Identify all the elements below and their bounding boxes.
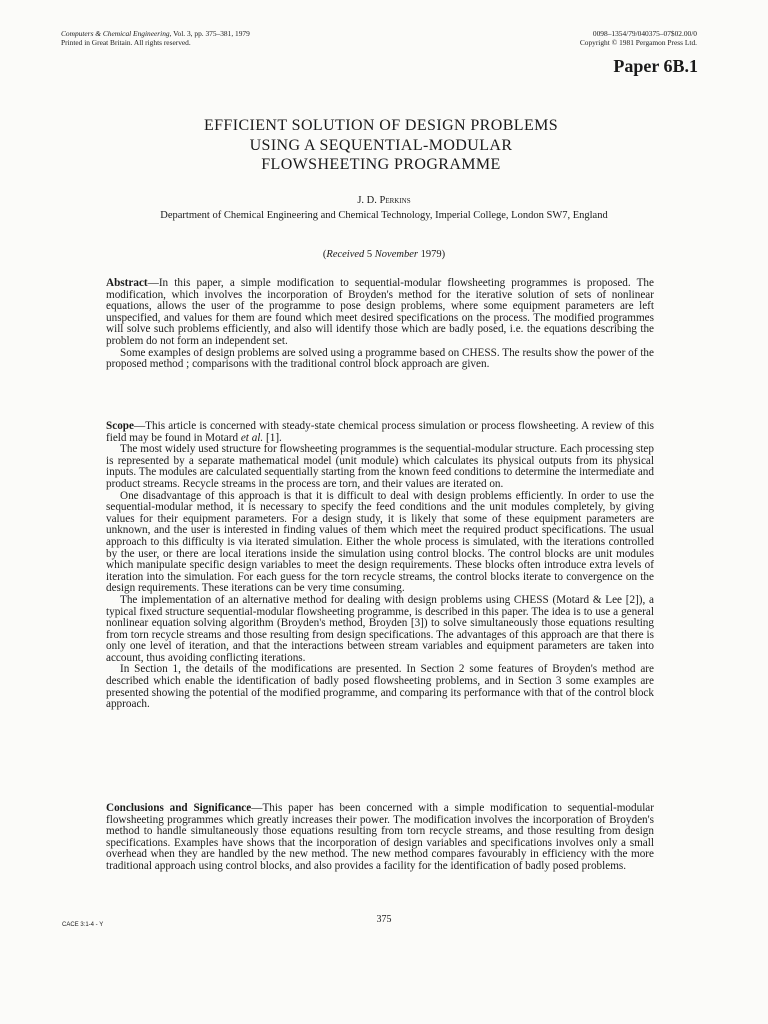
issn-code: 0098–1354/79/040375–07$02.00/0 [592, 29, 697, 38]
author [0, 195, 768, 206]
scope-section [106, 421, 654, 711]
abstract-section [106, 278, 654, 371]
title-line: FLOWSHEETING PROGRAMME [261, 156, 501, 173]
scope-paragraph: The implementation of an alternative method for dealing with design problems using CHESS (Motard & Lee [2]), a typical fixed structure sequential-modular flowsheeting programme, is described in this paper. The idea is to use a general nonlinear equation solving algorithm (Broyden's method, Broyden [3]) to solve simultaneously those equations resulting from torn recycle streams and those resulting from design specifications. The advantages of this approach are that there is only one level of iteration, and that the interactions between stream variables and equipment parameters are taken into account, thus avoiding conflicting iterations. [106, 593, 654, 664]
paper-title [100, 116, 662, 175]
publisher-info [580, 30, 697, 47]
scope-paragraph: Scope—This article is concerned with steady-state chemical process simulation or process flowsheeting. A review of this field may be found in Motard et al. [1]. [106, 420, 654, 444]
abstract-paragraph: Abstract—In this paper, a simple modification to sequential-modular flowsheeting programmes is proposed. The modification, which involves the incorporation of Broyden's method for the iterative solution of sets of nonlinear equations, allows the user of the programme to pose design problems, where some equipment parameters are left unspecified, and values for them are found which meet desired specifications on the process. The modified programmes will solve such problems efficiently, and also will identify those which are badly posed, i.e. the equations describing the problem do not form an independent set. [106, 277, 654, 347]
conclusions-heading: Conclusions and Significance [106, 802, 252, 814]
copyright-line: Copyright © 1981 Pergamon Press Ltd. [579, 37, 697, 47]
scope-heading: Scope [106, 420, 134, 432]
scope-paragraph: In Section 1, the details of the modifications are presented. In Section 2 some features of Broyden's method are described which enable the identification of badly posed flowsheeting problems, and in Section 3 some examples are presented showing the potential of the modified programme, and comparing its performance with that of the control block approach. [106, 663, 654, 711]
page-number: 375 [376, 914, 392, 925]
journal-citation [61, 30, 250, 47]
title-line: USING A SEQUENTIAL-MODULAR [249, 136, 513, 154]
title-line: EFFICIENT SOLUTION OF DESIGN PROBLEMS [203, 117, 559, 134]
journal-name: Computers & Chemical Engineering [61, 29, 170, 38]
conclusions-paragraph: Conclusions and Significance—This paper has been concerned with a simple modification to sequential-modular flowsheeting programmes which greatly increases their power. The modification involves the incorporation of Broyden's method to handle simultaneously those equations resulting from torn recycle streams, and those resulting from design specifications. Examples have shows that the incorporation of design variables and specifications involves only a small overhead when they are handled by the new method. The new method compares favourably in efficiency with the more traditional approach using control blocks, and also provides a facility for the identification of badly posed problems. [106, 802, 654, 872]
scope-paragraph: The most widely used structure for flowsheeting programmes is the sequential-modular structure. Each processing step is represented by a separate mathematical model (unit module) which calculates its physical outputs from its physical inputs. The modules are calculated sequentially starting from the known feed conditions to determine the intermediate and product streams. Recycle streams in the process are torn, and their values are iterated on. [106, 443, 654, 490]
abstract-paragraph: Some examples of design problems are solved using a programme based on CHESS. The results show the power of the proposed method ; comparisons with the traditional control block approach are given. [106, 346, 654, 371]
paper-number: Paper 6B.1 [613, 56, 698, 76]
abstract-heading: Abstract [106, 277, 148, 289]
received-date: (Received 5 November 1979) [322, 249, 446, 260]
footer-code: CACE 3:1-4 - Y [62, 922, 104, 928]
conclusions-section [106, 803, 654, 873]
journal-detail: , Vol. 3, pp. 375–381, 1979 [169, 29, 250, 38]
author-surname: Perkins [379, 195, 411, 206]
author-initials: J. D. [357, 195, 380, 206]
printed-note: Printed in Great Britain. All rights reserved. [61, 37, 191, 47]
scope-paragraph: One disadvantage of this approach is that it is difficult to deal with design problems efficiently. In order to use the sequential-modular method, it is necessary to specify the feed conditions and the unit modules completely, by giving values for their equipment parameters. For a design study, it is likely that some of these equipment parameters are unknown, and the user is interested in finding values of them which meet the required product specifications. The usual approach to this difficulty is via iterated simulation. Either the whole process is simulated, with the iterations controlled by the user, or there are local iterations inside the simulation using control blocks. The control blocks are unit modules which manipulate specific design variables to meet the design requirements. These blocks often introduce extra levels of iteration into the simulation. For each guess for the torn recycle streams, the control blocks iterate to convergence on the design requirements. These iterations can be very time consuming. [106, 489, 654, 595]
affiliation: Department of Chemical Engineering and Chemical Technology, Imperial College, London SW7, England [160, 210, 608, 221]
